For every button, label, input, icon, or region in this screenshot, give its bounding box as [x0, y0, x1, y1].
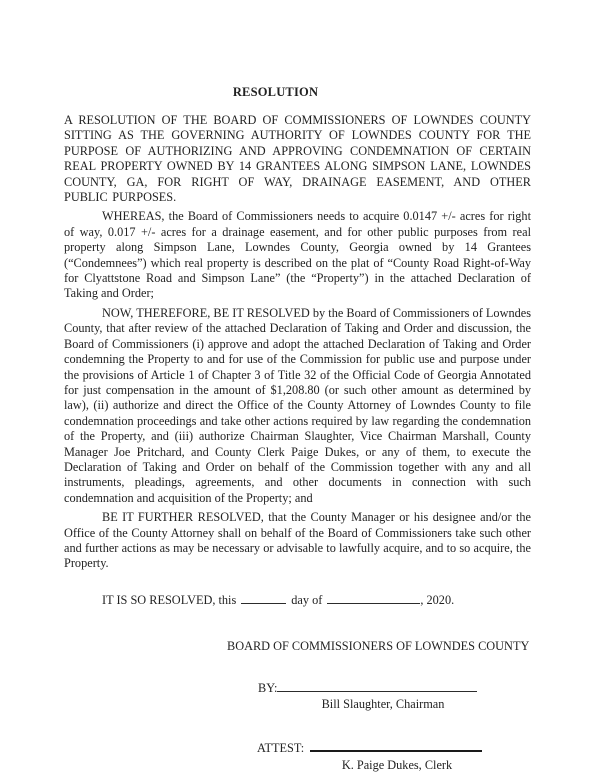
clerk-name-label: K. Paige Dukes, Clerk — [341, 757, 453, 772]
year-suffix: , 2020. — [420, 592, 455, 607]
signing-organization: BOARD OF COMMISSIONERS OF LOWNDES COUNTY — [227, 639, 530, 654]
month-blank-line — [327, 592, 420, 604]
chairman-signature-row — [258, 680, 531, 696]
clerk-signature-line — [310, 739, 482, 752]
whereas-paragraph: WHEREAS, the Board of Commissioners needs to acquire 0.0147 +/- acres for right of way, 0.017 +/- acres for a drainage easement, and for other public purposes from real property along Simpson Lane, Lowndes County, Georgia owned by 14 Grantees (“Condemnees”) which real property is described on the plat of “County Road Right-of-Way for Clyattstone Road and Simpson Lane” (the “Property”) in the attached Declaration of Taking and Order; — [64, 209, 531, 301]
clerk-signature-row — [257, 739, 531, 756]
resolution-date-line — [64, 592, 531, 608]
be-it-further-paragraph: BE IT FURTHER RESOLVED, that the County Manager or his designee and/or the Office of the County Attorney shall on behalf of the Board of Commissioners take such other and further actions as may be necessary or advisable to lawfully acquire, and to so acquire, the Property. — [64, 510, 531, 571]
chairman-name-label: Bill Slaughter, Chairman — [321, 697, 445, 711]
caption-paragraph: A RESOLUTION OF THE BOARD OF COMMISSIONERS OF LOWNDES COUNTY SITTING AS THE GOVERNING AUTHORITY OF LOWNDES COUNTY FOR THE PURPOSE OF AUTHORIZING AND APPROVING CONDEMNATION OF CERTAIN REAL PROPERTY OWNED BY 14 GRANTEES ALONG SIMPSON LANE, LOWNDES COUNTY, GA, FOR RIGHT OF WAY, DRAINAGE EASEMENT, AND OTHER PUBLIC PURPOSES. — [64, 113, 531, 205]
day-of-text: day of — [291, 592, 323, 607]
by-label: BY: — [258, 680, 278, 695]
chairman-signature-line — [277, 680, 477, 692]
attest-label: ATTEST: — [257, 741, 305, 756]
document-title: RESOLUTION — [232, 85, 319, 99]
day-blank-line — [241, 592, 286, 604]
now-therefore-paragraph: NOW, THEREFORE, BE IT RESOLVED by the Board of Commissioners of Lowndes County, that after review of the attached Declaration of Taking and Order and discussion, the Board of Commissioners (i) approve and adopt the attached Declaration of Taking and Order condemning the Property to and for use of the Commission for public use and purpose under the provisions of Article 1 of Chapter 3 of Title 32 of the Official Code of Georgia Annotated for just compensation in the amount of $1,208.80 (or such other amount as determined by law), (ii) authorize and direct the Office of the County Attorney of Lowndes County to file condemnation proceedings and take other actions required by law regarding the condemnation of the Property, and (iii) authorize Chairman Slaughter, Vice Chairman Marshall, County Manager Joe Pritchard, and County Clerk Paige Dukes, or any of them, to execute the Declaration of Taking and Order on behalf of the Commission together with any and all instruments, pleadings, agreements, and other documents in connection with such condemnation and acquisition of the Property; and — [64, 305, 531, 505]
resolved-prefix: IT IS SO RESOLVED, this — [102, 592, 237, 607]
